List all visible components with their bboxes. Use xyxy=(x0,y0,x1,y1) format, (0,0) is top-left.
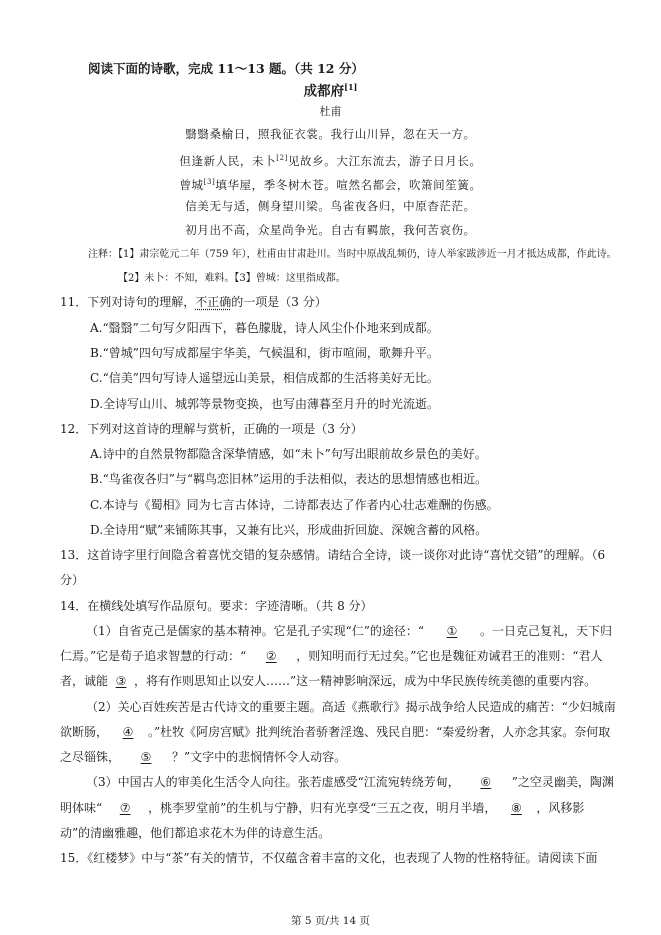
q14-p3-line2 xyxy=(60,800,584,816)
poem-line-2 xyxy=(0,150,661,169)
poem-text: 填华屋，季冬树木苍。喧然名都会，吹箫间笙簧。 xyxy=(215,177,482,192)
q12-option-d: D.全诗用“赋”来铺陈其事，又兼有比兴，形成曲折回旋、深婉含蓄的风格。 xyxy=(90,523,488,537)
poem-title-note: [1] xyxy=(344,82,358,92)
q11-option-c: C.“信美”四句写诗人遥望远山美景，相信成都的生活将美好无比。 xyxy=(90,371,439,385)
q14-p2-line2 xyxy=(60,724,610,740)
text: 明体味“ xyxy=(60,801,103,815)
q11-stem-text: 的一项是（3 分） xyxy=(231,295,327,309)
q14-p2-line1: （2）关心百姓疾苦是古代诗文的重要主题。高适《燕歌行》揭示战争给人民造成的痛苦：“少妇城南 xyxy=(86,700,616,714)
q12-option-b: B.“鸟雀夜各归”与“羁鸟恋旧林”运用的手法相似，表达的思想情感也相近。 xyxy=(90,472,488,486)
text: 。”杜牧《阿房宫赋》批判统治者骄奢淫逸、残民自肥：“秦爱纷奢，人亦念其家。奈何取 xyxy=(148,725,611,739)
page-footer: 第 5 页/共 14 页 xyxy=(291,915,370,927)
blank-7: ⑦ xyxy=(119,801,131,815)
text: ，风移影 xyxy=(536,801,585,815)
poem-author: 杜甫 xyxy=(319,105,342,118)
q12-option-c: C.本诗与《蜀相》同为七言古体诗，二诗都表达了作者内心壮志难酬的伤感。 xyxy=(90,498,499,512)
q13-stem-cont: 分） xyxy=(60,573,85,587)
text: 欲断肠， xyxy=(60,725,109,739)
text: ，桃李罗堂前”的生机与宁静，归有光享受“三五之夜，明月半墙， xyxy=(148,801,497,815)
q11-stem-text: 11．下列对诗句的理解， xyxy=(60,295,196,309)
text: 者，诚能 xyxy=(60,674,109,688)
q13-stem: 13．这首诗字里行间隐含着喜忧交错的复杂感情。请结合全诗，谈一谈你对此诗“喜忧交错”的理解。（6 xyxy=(60,548,606,562)
q11-option-d: D.全诗写山川、城郭等景物变换，也写由薄暮至月升的时光流逝。 xyxy=(90,397,440,411)
q12-stem: 12．下列对这首诗的理解与赏析，正确的一项是（3 分） xyxy=(60,422,363,436)
q11-option-b: B.“曾城”四句写成都屋宇华美，气候温和，街市喧闹，歌舞升平。 xyxy=(90,346,439,360)
poem-note-ref: [2] xyxy=(276,154,288,162)
section-instruction: 阅读下面的诗歌，完成 11～13 题。（共 12 分） xyxy=(88,61,364,76)
text: （3）中国古人的审美化生活令人向往。张若虚感受“江流宛转绕芳甸， xyxy=(86,775,460,789)
poem-title-text: 成都府 xyxy=(303,83,345,100)
poem-note-2: 【2】未卜：不知，难料。【3】曾城：这里指成都。 xyxy=(118,273,346,284)
q11-option-a: A.“翳翳”二句写夕阳西下，暮色朦胧，诗人风尘仆仆地来到成都。 xyxy=(90,321,439,335)
q14-p3-line1 xyxy=(86,774,614,790)
poem-text: 但逢新人民，未卜 xyxy=(179,153,277,168)
q12-option-a: A.诗中的自然景物都隐含深挚情感，如“未卜”句写出眼前故乡景色的美好。 xyxy=(90,447,487,461)
blank-2: ② xyxy=(265,649,277,663)
q14-stem: 14．在横线处填写作品原句。要求：字迹清晰。（共 8 分） xyxy=(60,599,373,613)
blank-5: ⑤ xyxy=(140,750,152,764)
q14-p2-line3 xyxy=(60,749,346,765)
poem-note-ref: [3] xyxy=(203,178,216,186)
text: ，则知明而行无过矣。”它也是魏征劝诫君王的准则：“君人 xyxy=(296,649,603,663)
poem-note-1: 注释：【1】肃宗乾元二年（759 年），杜甫由甘肃赴川。当时中原战乱频仍，诗人举家跋涉近一月才抵达成都，作此诗。 xyxy=(88,249,617,260)
q14-p1-line1 xyxy=(86,623,612,639)
poem-text: 曾城 xyxy=(179,177,204,192)
blank-4: ④ xyxy=(122,725,134,739)
blank-8: ⑧ xyxy=(511,801,522,815)
blank-3: ③ xyxy=(115,674,127,688)
text: （1）自省克己是儒家的基本精神。它是孔子实现“仁”的途径：“ xyxy=(86,624,425,638)
q15-stem: 15．《红楼梦》中与“茶”有关的情节，不仅蕴含着丰富的文化，也表现了人物的性格特征。请阅读下面 xyxy=(60,851,598,865)
poem-line-3 xyxy=(0,174,661,193)
q11-emphasis: 不正确 xyxy=(195,295,232,309)
poem-line-5: 初月出不高，众星尚争光。自古有羁旅，我何苦哀伤。 xyxy=(185,223,476,237)
q11-stem xyxy=(60,294,327,310)
poem-text: 见故乡。大江东流去，游子日月长。 xyxy=(287,153,482,168)
q14-p1-line2 xyxy=(60,648,603,664)
text: 仁焉。”它是荀子追求智慧的行动：“ xyxy=(60,649,247,663)
text: 。一日克己复礼，天下归 xyxy=(480,624,613,638)
text: ？”文字中的悲悯情怀令人动容。 xyxy=(172,750,347,764)
text: ”之空灵幽美，陶渊 xyxy=(511,775,614,789)
poem-line-1: 翳翳桑榆日，照我征衣裳。我行山川异，忽在天一方。 xyxy=(185,127,476,141)
text: ，将有作则思知止以安人……”这一精神影响深远，成为中华民族传统美德的重要内容。 xyxy=(134,674,597,688)
blank-6: ⑥ xyxy=(480,775,492,789)
text: 之尽锱铢， xyxy=(60,750,121,764)
q14-p3-line3: 动”的清幽雅趣，他们都追求花木为伴的诗意生活。 xyxy=(60,826,331,840)
blank-1: ① xyxy=(446,624,458,638)
q14-p1-line3 xyxy=(60,673,596,689)
poem-line-4: 信美无与适，侧身望川梁。鸟雀夜各归，中原杳茫茫。 xyxy=(185,199,476,213)
poem-title xyxy=(0,79,661,100)
